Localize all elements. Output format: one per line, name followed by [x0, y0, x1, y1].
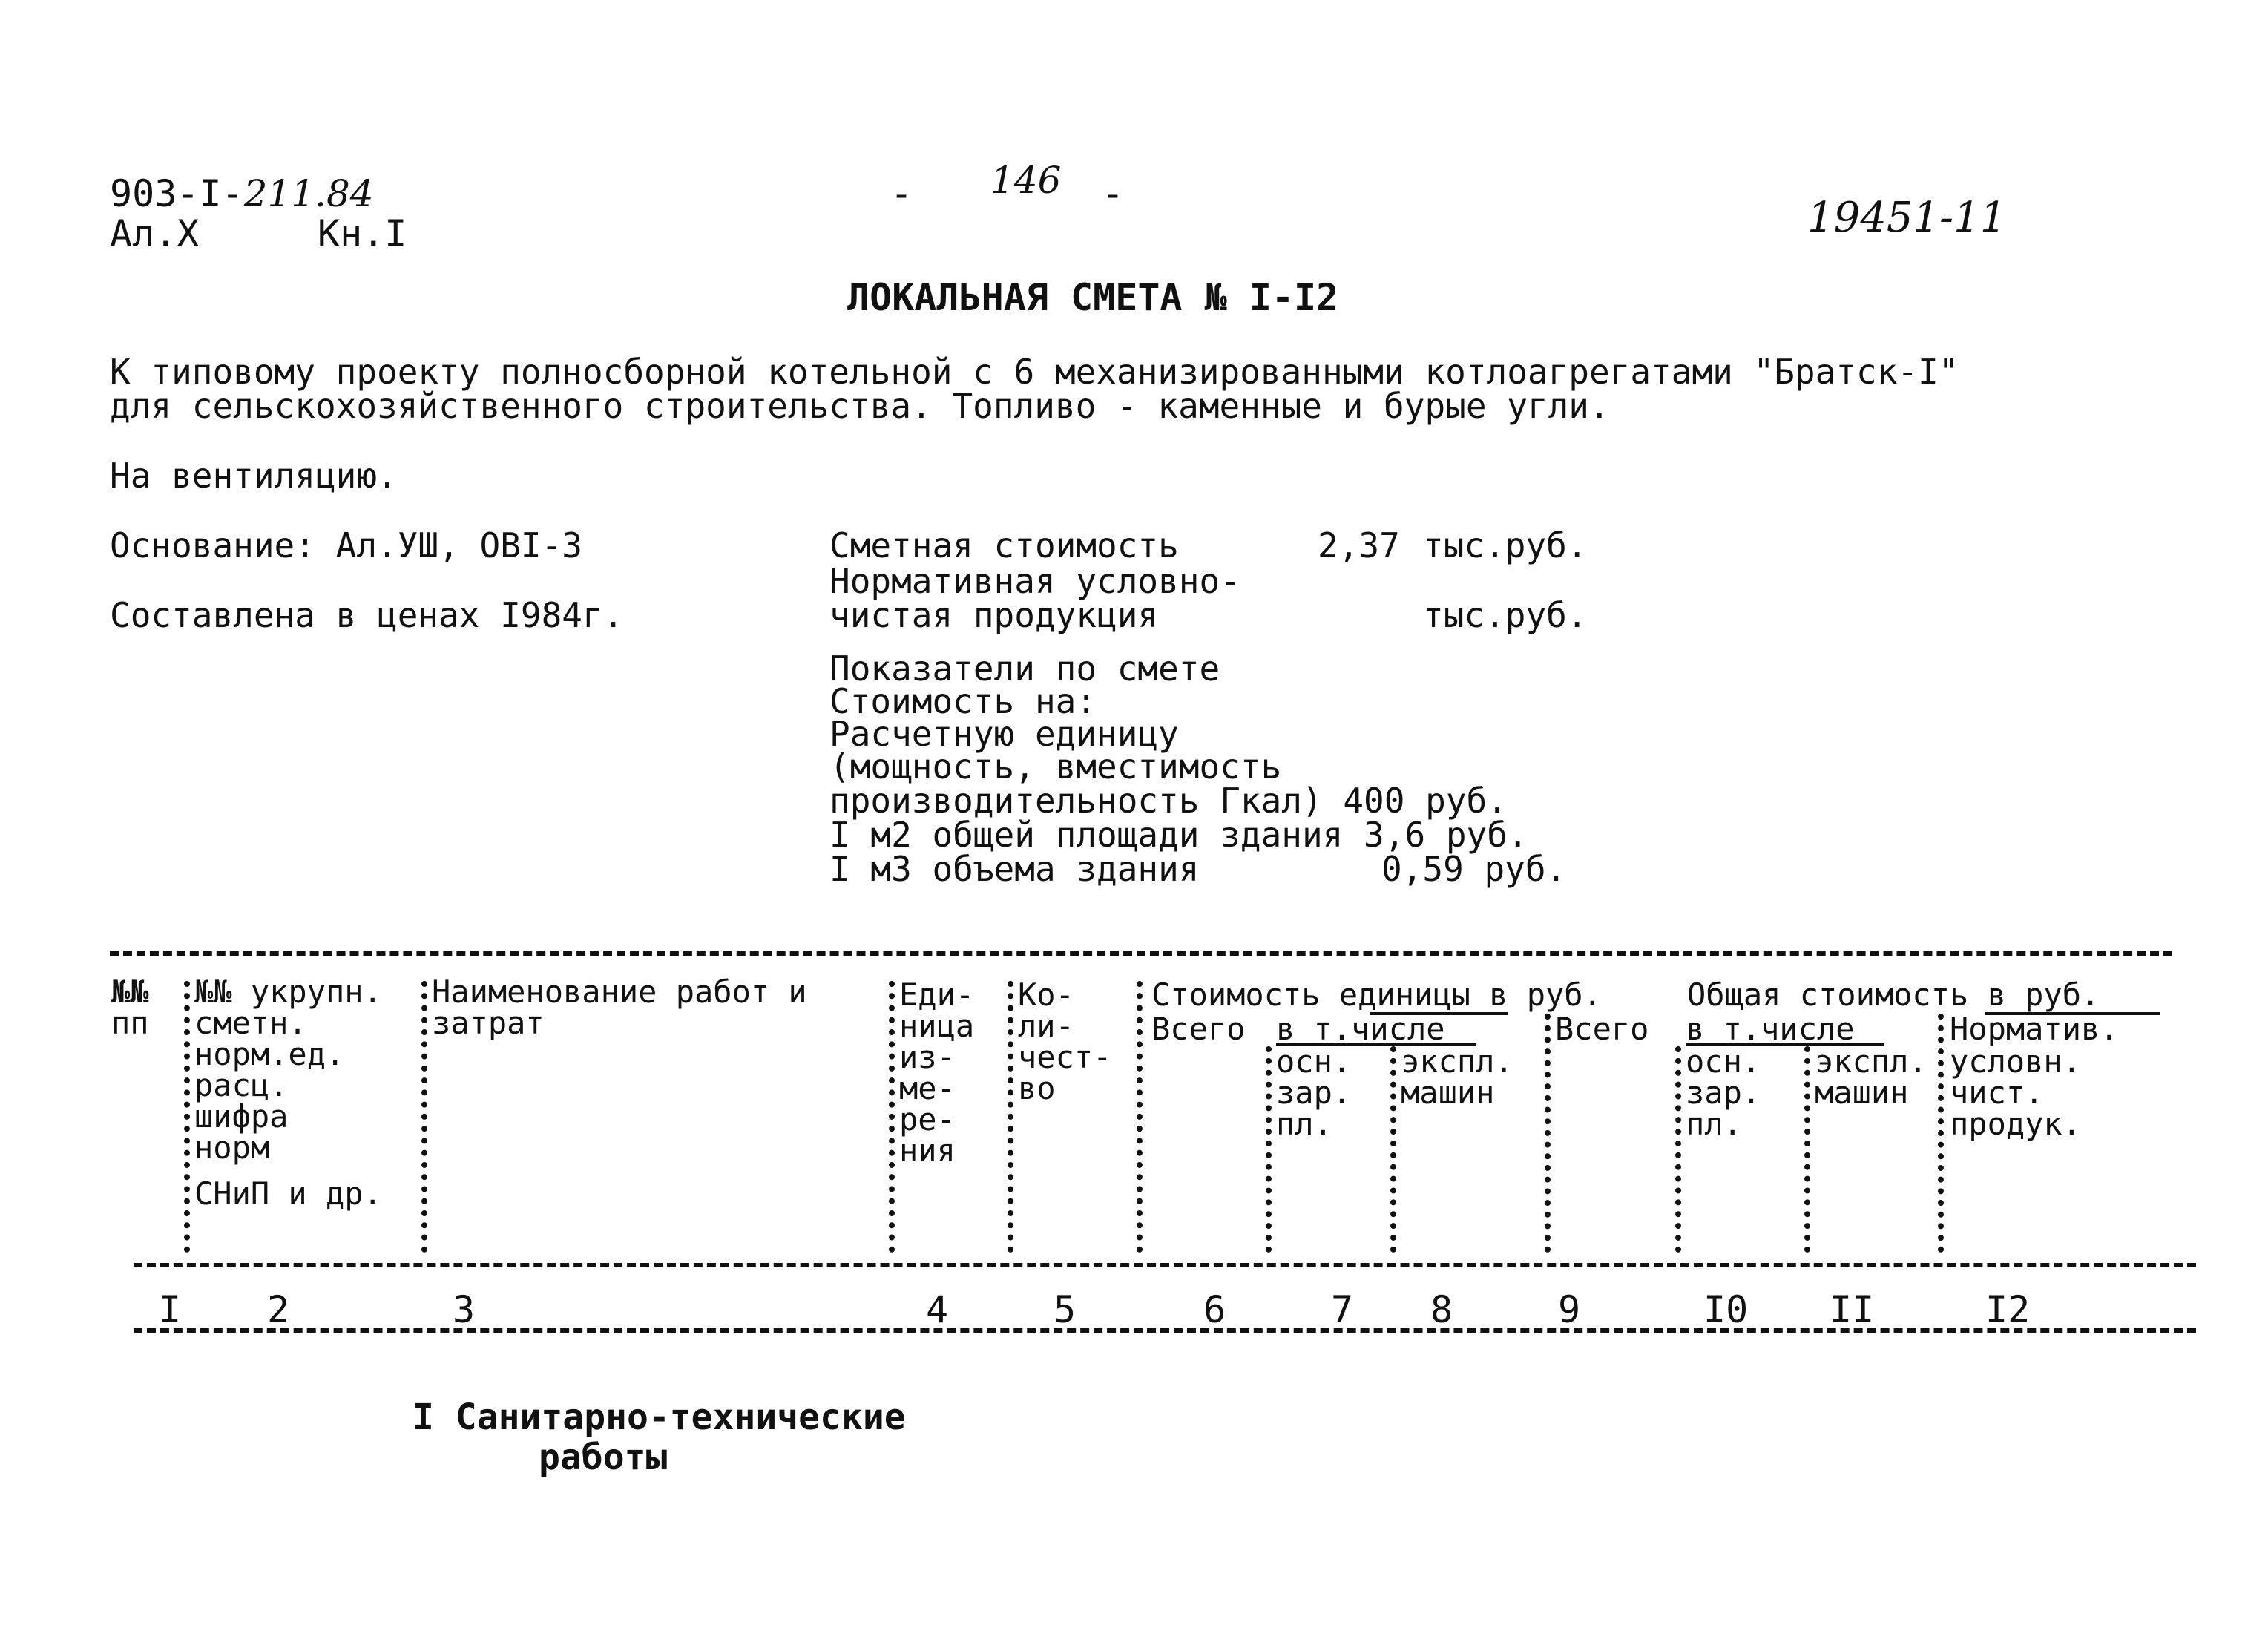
unit-cost-header: Стоимость единицы в руб.	[1151, 977, 1602, 1013]
header-col-4-line-3: из-	[899, 1039, 956, 1075]
estimated-cost-unit: тыс.руб.	[1423, 525, 1588, 565]
col-separator-2	[421, 981, 427, 1253]
indicators-line-2: Стоимость на:	[829, 681, 1097, 721]
col-separator-3	[889, 981, 895, 1253]
col-separator-6	[1266, 1046, 1272, 1253]
document-code-printed: 903-I-	[110, 172, 244, 215]
col-separator-1	[184, 981, 190, 1253]
header-col-12-line-2: условн.	[1950, 1043, 2082, 1080]
header-col-4-line-5: ре-	[899, 1101, 956, 1138]
header-col-5-line-2: ли-	[1018, 1008, 1074, 1044]
header-col-6: Всего	[1151, 1011, 1246, 1047]
col-separator-4	[1008, 981, 1013, 1253]
section-heading-line-1: I Санитарно-технические	[412, 1397, 906, 1438]
col-number-4: 4	[926, 1288, 949, 1331]
col-separator-11	[1938, 1014, 1944, 1253]
header-col-8-line-1: экспл.	[1401, 1043, 1513, 1080]
album-label: Ал.Х	[110, 212, 200, 255]
header-col-3-line-1: Наименование работ и	[432, 974, 807, 1010]
estimated-cost-value: 2,37	[1318, 525, 1400, 565]
header-col-7-line-1: осн.	[1276, 1043, 1352, 1080]
total-incl-header: в т.числе	[1686, 1011, 1855, 1047]
page-dash-left: -	[890, 172, 913, 215]
estimated-cost-label: Сметная стоимость	[829, 525, 1179, 565]
prices-year: Составлена в ценах I984г.	[110, 595, 624, 635]
total-cost-header: Общая стоимость в руб.	[1687, 977, 2100, 1013]
header-col-3-line-2: затрат	[432, 1005, 545, 1041]
header-col-7-line-3: пл.	[1276, 1106, 1332, 1142]
header-col-4-line-2: ница	[899, 1008, 975, 1044]
header-col-7-line-2: зар.	[1276, 1074, 1352, 1111]
document-code-handwritten: 211.84	[243, 172, 374, 215]
section-heading-line-2: работы	[539, 1437, 668, 1478]
header-col-9: Всего	[1555, 1011, 1649, 1047]
col-separator-7	[1390, 1046, 1396, 1253]
header-col-12-line-1: Норматив.	[1950, 1011, 2119, 1047]
header-col-10-line-3: пл.	[1686, 1106, 1742, 1142]
document-code	[110, 172, 374, 215]
header-col-8-line-2: машин	[1401, 1074, 1495, 1111]
indicators-line-3: Расчетную единицу	[829, 714, 1179, 754]
normative-label-2: чистая продукция	[829, 595, 1159, 635]
indicators-heading: Показатели по смете	[829, 649, 1220, 689]
section-for: На вентиляцию.	[110, 456, 398, 496]
indicators-line-5: производительность Гкал) 400 руб.	[829, 781, 1508, 821]
col-number-3: 3	[453, 1288, 476, 1331]
col-separator-9	[1675, 1046, 1681, 1253]
header-col-2-line-4: расц.	[194, 1067, 289, 1103]
col-number-7: 7	[1331, 1288, 1354, 1331]
col-separator-8	[1545, 1014, 1551, 1253]
header-bottom-rule	[134, 1263, 2196, 1267]
unit-incl-header: в т.числе	[1276, 1011, 1445, 1047]
page-dash-right: -	[1102, 172, 1125, 215]
header-col-4-line-1: Еди-	[899, 977, 975, 1013]
indicators-line-4: (мощность, вместимость	[829, 746, 1282, 787]
table-top-rule	[110, 951, 2172, 956]
header-col-4-line-6: ния	[899, 1132, 956, 1169]
normative-label-1: Нормативная условно-	[829, 561, 1240, 601]
col-number-9: 9	[1558, 1288, 1581, 1331]
col-number-12: I2	[1985, 1288, 2031, 1331]
col-number-10: I0	[1703, 1288, 1749, 1331]
col-number-11: II	[1830, 1288, 1875, 1331]
header-col-5-line-3: чест-	[1018, 1039, 1112, 1075]
header-col-11-line-2: машин	[1815, 1074, 1909, 1111]
col-number-1: I	[159, 1288, 182, 1331]
basis: Основание: Ал.УШ, ОВI-3	[110, 525, 582, 565]
normative-unit: тыс.руб.	[1423, 595, 1588, 635]
header-col-5-line-4: во	[1018, 1070, 1056, 1106]
header-col-11-line-1: экспл.	[1815, 1043, 1927, 1080]
header-col-12-line-4: продук.	[1950, 1106, 2082, 1142]
description-line-1: К типовому проекту полносборной котельной с 6 механизированными котлоагрегатами "Братск-I"	[110, 352, 1959, 392]
header-col-2-line-7: СНиП и др.	[194, 1175, 382, 1212]
col-number-2: 2	[267, 1288, 290, 1331]
document-title: ЛОКАЛЬНАЯ СМЕТА № I-I2	[847, 276, 1339, 319]
header-col-5-line-1: Ко-	[1018, 977, 1074, 1013]
col-separator-10	[1804, 1046, 1810, 1253]
header-col-1-line-1: №№	[111, 974, 149, 1010]
header-col-2-line-6: норм	[194, 1129, 270, 1166]
col-separator-5	[1137, 981, 1143, 1253]
header-col-4-line-4: ме-	[899, 1070, 956, 1106]
header-col-10-line-2: зар.	[1686, 1074, 1761, 1111]
header-col-2-line-5: шифра	[194, 1098, 289, 1135]
header-col-12-line-3: чист.	[1950, 1074, 2044, 1111]
col-number-6: 6	[1203, 1288, 1226, 1331]
header-col-1-line-2: пп	[111, 1005, 149, 1041]
book-label: Кн.I	[318, 212, 407, 255]
indicators-line-7-value: 0,59 руб.	[1381, 849, 1567, 889]
indicators-line-6: I м2 общей площади здания 3,6 руб.	[829, 815, 1528, 855]
header-col-2-line-3: норм.ед.	[194, 1036, 345, 1072]
description-line-2: для сельскохозяйственного строительства. Топливо - каменные и бурые угли.	[110, 386, 1610, 426]
page-number: 146	[990, 159, 1062, 202]
header-col-10-line-1: осн.	[1686, 1043, 1761, 1080]
col-number-5: 5	[1054, 1288, 1077, 1331]
header-col-2-line-1: №№ укрупн.	[194, 974, 382, 1010]
indicators-line-7: I м3 объема здания	[829, 849, 1200, 889]
numbers-bottom-rule	[134, 1328, 2196, 1333]
header-col-2-line-2: сметн.	[194, 1005, 307, 1041]
col-number-8: 8	[1430, 1288, 1453, 1331]
inventory-number: 19451-11	[1807, 194, 2007, 242]
